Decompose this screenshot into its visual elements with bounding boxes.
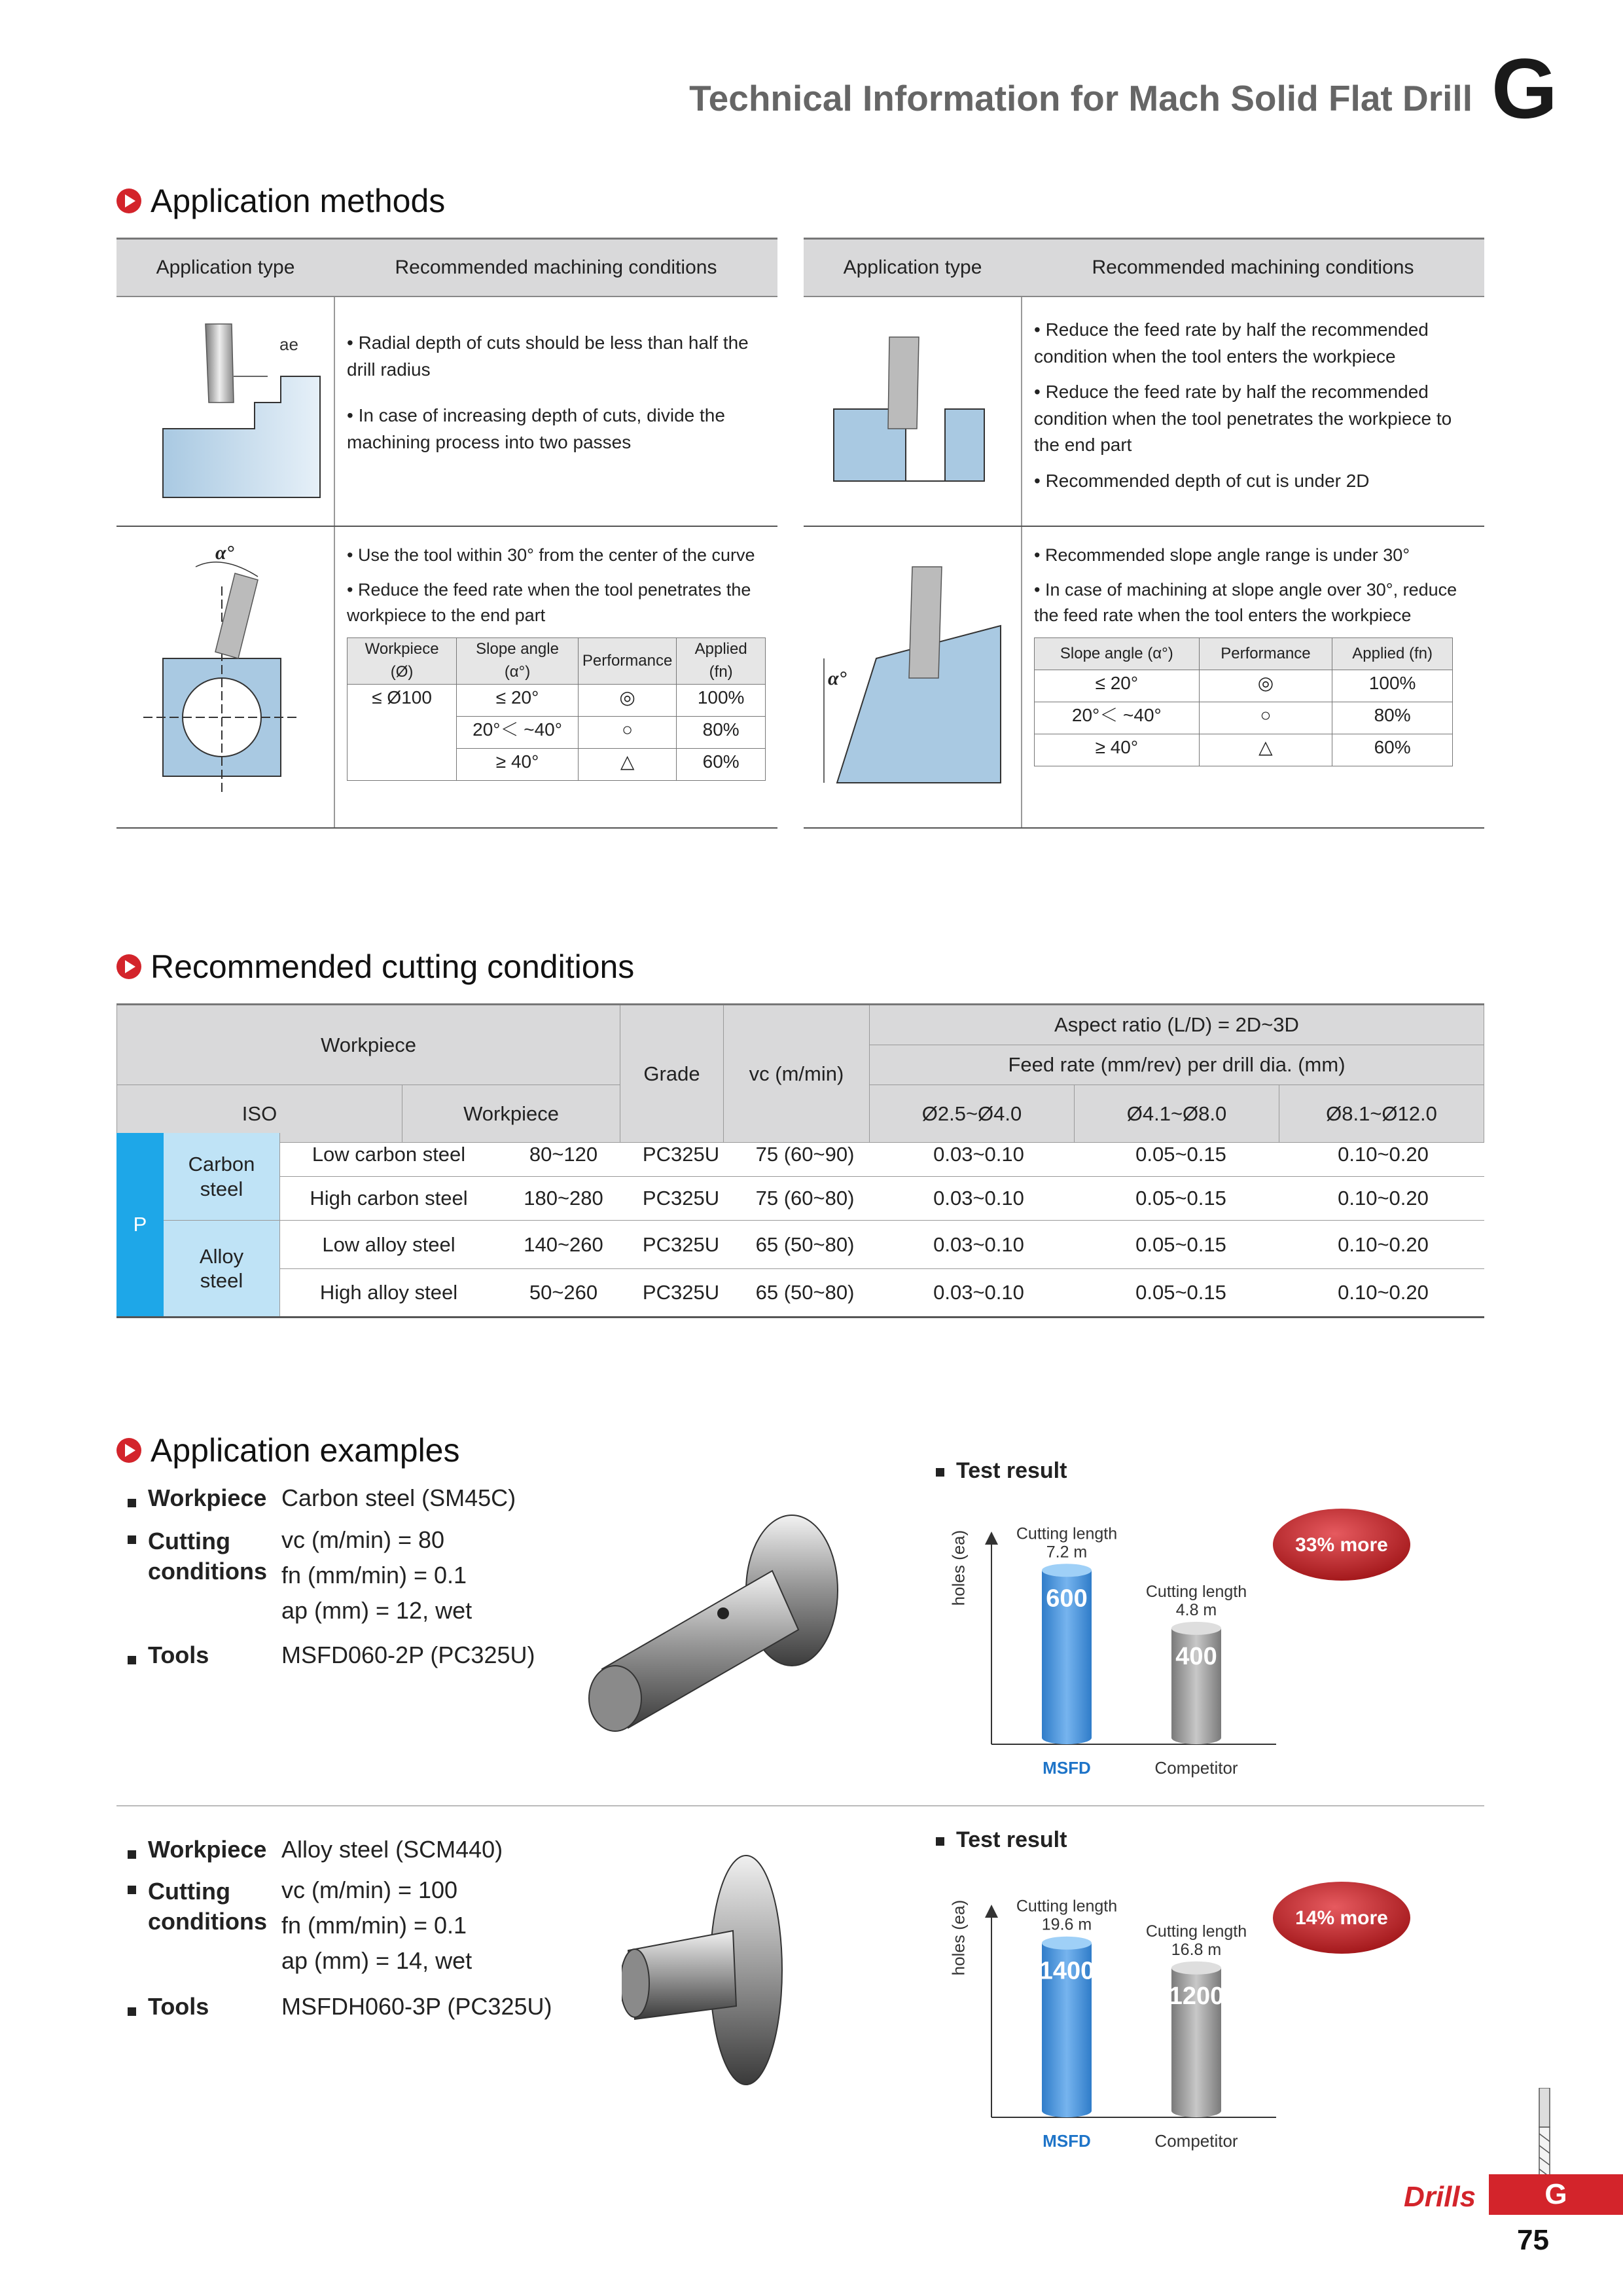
td-slope: 20°＜ ~40° (457, 717, 579, 749)
y-axis-arrow (985, 1905, 998, 1918)
slope-table-left (347, 637, 766, 781)
th-dia-1: Ø2.5~Ø4.0 (870, 1085, 1075, 1143)
td-applied: 80% (1332, 702, 1453, 734)
cutting-table-body (116, 1133, 1484, 1318)
slope-cut-diagram (804, 528, 1020, 822)
page-title: Technical Information for Mach Solid Flat Drill (689, 78, 1472, 118)
alpha-label: α° (828, 668, 847, 689)
bar-base (1042, 1731, 1092, 1744)
td-slope: 20°＜ ~40° (1035, 702, 1200, 734)
label-cutting-conditions: Cutting conditions (148, 1878, 267, 1935)
annotation-msfd: Cutting length 19.6 m (1016, 1897, 1118, 1934)
section-application-examples (116, 1431, 460, 1469)
th-feed-rate: Feed rate (mm/rev) per drill dia. (mm) (870, 1045, 1484, 1085)
td-hb: 80~120 (497, 1133, 630, 1177)
td-performance: ○ (1199, 702, 1332, 734)
th-grade: Grade (620, 1005, 724, 1143)
arrow-bullet-icon (116, 188, 141, 213)
right-r2-bullet-1: • Recommended slope angle range is under 30° (1034, 545, 1410, 565)
chart1-ylabel: holes (ea) (948, 1530, 969, 1606)
td-slope: ≤ 20° (457, 685, 579, 717)
th-slope: Slope angle (α°) (457, 638, 579, 685)
td-slope: ≥ 40° (457, 749, 579, 781)
right-r1-bullet-2: • Reduce the feed rate by half the recommended condition when the tool penetrates the workpiece to the end part (1034, 382, 1452, 456)
section-title: Application methods (151, 183, 446, 219)
label-tools: Tools (148, 1641, 209, 1668)
td-grade: PC325U (630, 1177, 732, 1221)
iso-p-cell: P (116, 1133, 164, 1318)
value-fn: fn (mm/min) = 0.1 (281, 1562, 467, 1588)
bar-cap (1042, 1937, 1092, 1950)
td-feed-1: 0.03~0.10 (878, 1269, 1080, 1318)
td-feed-3: 0.10~0.20 (1282, 1221, 1484, 1269)
th-workpiece: Workpiece (Ø) (348, 638, 457, 685)
slope-table-right (1034, 637, 1453, 766)
right-r1-bullet-1: • Reduce the feed rate by half the recommended condition when the tool enters the workpiece (1034, 319, 1429, 367)
td-slope: ≤ 20° (1035, 670, 1200, 702)
test-result-1-title: Test result (936, 1458, 1067, 1484)
td-feed-2: 0.05~0.15 (1080, 1269, 1282, 1318)
th-dia-2: Ø4.1~Ø8.0 (1075, 1085, 1279, 1143)
th-vc: vc (m/min) (724, 1005, 870, 1143)
th-performance: Performance (1199, 638, 1332, 670)
label-workpiece: Workpiece (148, 1484, 267, 1511)
radial-cut-diagram (117, 298, 333, 520)
diagram-radial-cut (116, 296, 334, 526)
footer-letter-tab: G (1489, 2174, 1623, 2215)
left-r2-bullet-2: • Reduce the feed rate when the tool penetrates the workpiece to the end part (347, 580, 751, 626)
td-performance: ○ (578, 717, 676, 749)
category-msfd: MSFD (1043, 1758, 1091, 1778)
category-competitor: Competitor (1154, 2131, 1238, 2151)
chart-2 (969, 1865, 1479, 2157)
th-slope: Slope angle (α°) (1035, 638, 1200, 670)
td-workpiece: ≤ Ø100 (348, 685, 457, 781)
td-workpiece: High carbon steel (280, 1177, 498, 1221)
td-performance: ◎ (578, 685, 676, 717)
chart2-ylabel: holes (ea) (948, 1899, 969, 1976)
bar-base (1042, 2104, 1092, 2117)
left-r1-bullet-1: • Radial depth of cuts should be less than half the drill radius (347, 332, 749, 380)
th-dia-3: Ø8.1~Ø12.0 (1279, 1085, 1484, 1143)
td-feed-3: 0.10~0.20 (1282, 1269, 1484, 1318)
bar-base (1171, 1731, 1221, 1744)
section-title: Application examples (151, 1432, 460, 1469)
th-aspect-ratio: Aspect ratio (L/D) = 2D~3D (870, 1005, 1484, 1045)
bar-cap (1171, 1962, 1221, 1975)
drill-icon (1531, 2088, 1558, 2186)
annotation-competitor: Cutting length 4.8 m (1145, 1582, 1247, 1619)
col-recommended-conditions: Recommended machining conditions (1022, 239, 1484, 297)
td-workpiece: Low carbon steel (280, 1133, 498, 1177)
cutting-table (116, 1003, 1484, 1143)
bar-base (1171, 2104, 1221, 2117)
td-feed-2: 0.05~0.15 (1080, 1177, 1282, 1221)
col-recommended-conditions: Recommended machining conditions (334, 239, 777, 297)
td-vc: 65 (50~80) (732, 1269, 878, 1318)
group-carbon-steel: Carbon steel (164, 1133, 280, 1221)
td-feed-1: 0.03~0.10 (878, 1177, 1080, 1221)
left-r1-bullet-2: • In case of increasing depth of cuts, divide the machining process into two passes (347, 405, 725, 452)
slot-cut-diagram (804, 298, 1020, 520)
category-msfd: MSFD (1043, 2131, 1091, 2151)
label-tools: Tools (148, 1993, 209, 2020)
td-performance: ◎ (1199, 670, 1332, 702)
th-performance: Performance (578, 638, 676, 685)
bar-value-label: 1200 (1168, 1982, 1224, 2010)
annotation-msfd: Cutting length 7.2 m (1016, 1524, 1118, 1562)
td-feed-3: 0.10~0.20 (1282, 1133, 1484, 1177)
td-slope: ≥ 40° (1035, 734, 1200, 766)
ae-label: ae (279, 334, 298, 354)
label-workpiece: Workpiece (148, 1836, 267, 1863)
annotation-competitor: Cutting length 16.8 m (1145, 1922, 1247, 1959)
th-applied: Applied (fn) (677, 638, 766, 685)
category-competitor: Competitor (1154, 1758, 1238, 1778)
value-vc: vc (m/min) = 80 (281, 1526, 445, 1553)
badge-label: 14% more (1295, 1907, 1388, 1929)
value-tools: MSFD060-2P (PC325U) (281, 1641, 535, 1668)
td-hb: 140~260 (497, 1221, 630, 1269)
td-feed-2: 0.05~0.15 (1080, 1221, 1282, 1269)
left-r2-bullet-1: • Use the tool within 30° from the center of the curve (347, 545, 755, 565)
bar-value-label: 1400 (1039, 1957, 1095, 1985)
diagram-slot-cut (804, 296, 1022, 526)
td-vc: 65 (50~80) (732, 1221, 878, 1269)
td-applied: 60% (677, 749, 766, 781)
td-performance: △ (1199, 734, 1332, 766)
td-grade: PC325U (630, 1133, 732, 1177)
label-cutting-conditions: Cutting conditions (148, 1528, 267, 1585)
td-feed-2: 0.05~0.15 (1080, 1133, 1282, 1177)
alpha-label: α° (215, 542, 234, 564)
td-applied: 100% (677, 685, 766, 717)
value-workpiece: Alloy steel (SCM440) (281, 1836, 503, 1863)
arrow-bullet-icon (116, 954, 141, 979)
value-tools: MSFDH060-3P (PC325U) (281, 1993, 552, 2020)
footer-section: Drills (1404, 2181, 1476, 2213)
bar-cap (1042, 1564, 1092, 1577)
group-alloy-steel: Alloy steel (164, 1221, 280, 1318)
arrow-bullet-icon (116, 1438, 141, 1463)
td-applied: 60% (1332, 734, 1453, 766)
curve-cut-diagram (117, 528, 333, 822)
right-r2-bullet-2: • In case of machining at slope angle over 30°, reduce the feed rate when the tool enters the workpiece (1034, 580, 1457, 626)
td-vc: 75 (60~80) (732, 1177, 878, 1221)
col-application-type: Application type (804, 239, 1022, 297)
td-vc: 75 (60~90) (732, 1133, 878, 1177)
right-r1-bullet-3: • Recommended depth of cut is under 2D (1034, 470, 1370, 491)
bar-value-label: 600 (1046, 1585, 1088, 1613)
test-result-2-title: Test result (936, 1827, 1067, 1853)
td-applied: 80% (677, 717, 766, 749)
diagram-slope-cut (804, 526, 1022, 828)
app-table-left (116, 238, 772, 829)
th-workpiece-group: Workpiece (117, 1005, 620, 1085)
badge-label: 33% more (1295, 1534, 1388, 1556)
td-applied: 100% (1332, 670, 1453, 702)
diagram-curve-cut (116, 526, 334, 828)
td-feed-1: 0.03~0.10 (878, 1133, 1080, 1177)
value-vc: vc (m/min) = 100 (281, 1876, 458, 1903)
chapter-letter: G (1491, 41, 1558, 136)
td-feed-1: 0.03~0.10 (878, 1221, 1080, 1269)
td-grade: PC325U (630, 1269, 732, 1318)
value-ap: ap (mm) = 12, wet (281, 1597, 473, 1624)
section-application-methods (116, 182, 445, 220)
td-grade: PC325U (630, 1221, 732, 1269)
y-axis-arrow (985, 1532, 998, 1545)
section-cutting-conditions (116, 948, 634, 986)
td-workpiece: High alloy steel (280, 1269, 498, 1318)
chart-1 (969, 1496, 1479, 1784)
page-number: 75 (1517, 2224, 1549, 2256)
th-iso: ISO (117, 1085, 402, 1143)
td-feed-3: 0.10~0.20 (1282, 1177, 1484, 1221)
td-hb: 50~260 (497, 1269, 630, 1318)
examples-divider (116, 1805, 1484, 1806)
bar-value-label: 400 (1175, 1642, 1217, 1670)
value-fn: fn (mm/min) = 0.1 (281, 1912, 467, 1939)
th-applied: Applied (fn) (1332, 638, 1453, 670)
value-ap: ap (mm) = 14, wet (281, 1947, 473, 1974)
col-application-type: Application type (116, 239, 334, 297)
workpiece-flange-image-2 (622, 1852, 818, 2094)
bar-cap (1171, 1622, 1221, 1635)
app-table-right (804, 238, 1484, 829)
section-title: Recommended cutting conditions (151, 948, 635, 985)
td-hb: 180~280 (497, 1177, 630, 1221)
th-workpiece: Workpiece (402, 1085, 620, 1143)
value-workpiece: Carbon steel (SM45C) (281, 1484, 516, 1511)
workpiece-shaft-image-1 (563, 1505, 857, 1754)
td-workpiece: Low alloy steel (280, 1221, 498, 1269)
td-performance: △ (578, 749, 676, 781)
